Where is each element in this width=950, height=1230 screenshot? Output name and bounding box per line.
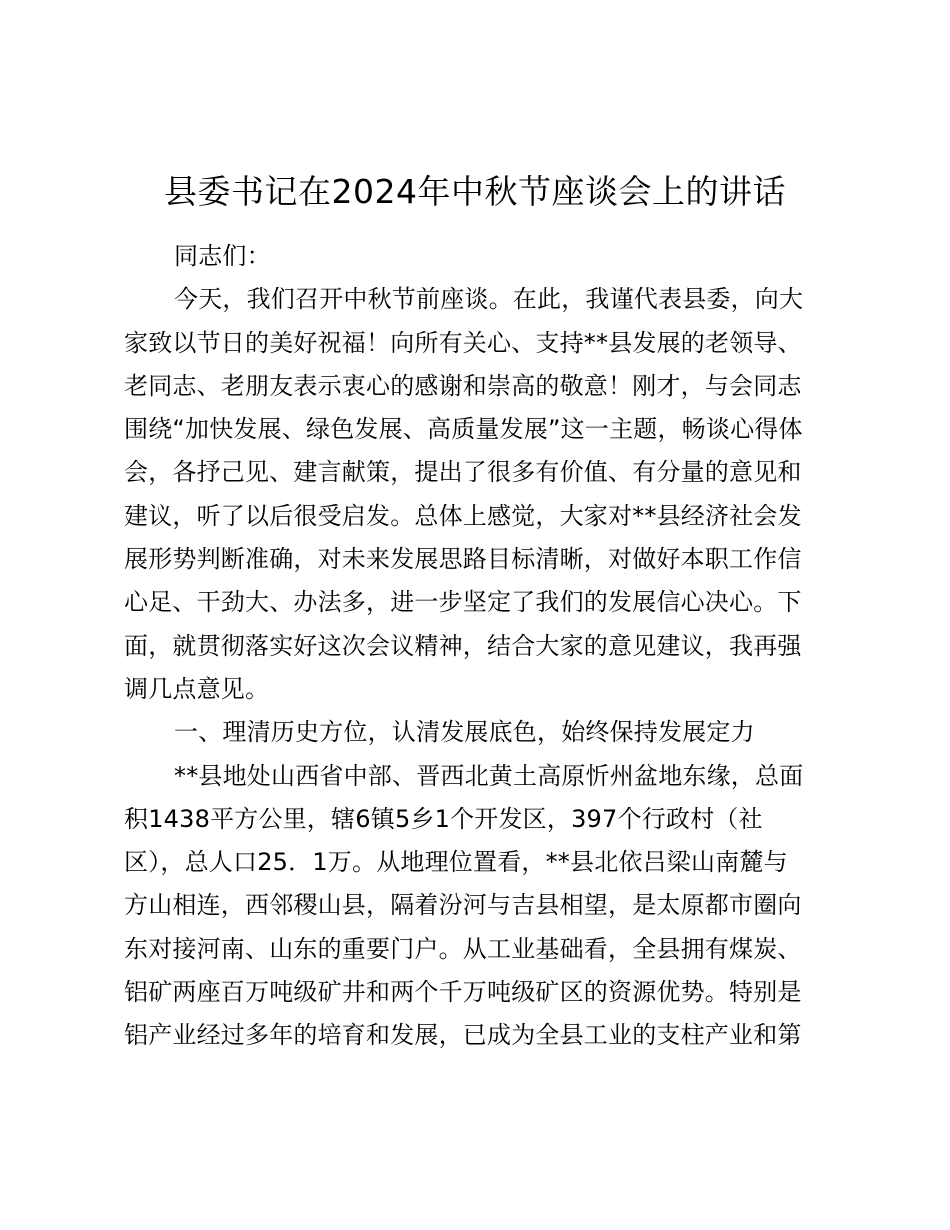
paragraph-line: 展形势判断准确，对未来发展思路目标清晰，对做好本职工作信 <box>124 545 802 574</box>
paragraph-line: 区），总人口25．1万。从地理位置看，**县北依吕梁山南麓与 <box>124 848 788 877</box>
paragraph-line: 家致以节日的美好祝福！向所有关心、支持**县发展的老领导、 <box>124 328 802 357</box>
paragraph-line: 老同志、老朋友表示衷心的感谢和崇高的敬意！刚才，与会同志 <box>124 371 802 400</box>
paragraph-line: 铝产业经过多年的培育和发展，已成为全县工业的支柱产业和第 <box>124 1021 802 1050</box>
paragraph-line: 方山相连，西邻稷山县，隔着汾河与吉县相望，是太原都市圈向 <box>124 891 802 920</box>
paragraph-line: 铝矿两座百万吨级矿井和两个千万吨级矿区的资源优势。特别是 <box>124 978 802 1007</box>
paragraph-line: **县地处山西省中部、晋西北黄土高原忻州盆地东缘，总面 <box>174 761 804 790</box>
paragraph-line: 东对接河南、山东的重要门户。从工业基础看，全县拥有煤炭、 <box>124 934 802 963</box>
document-title: 县委书记在2024年中秋节座谈会上的讲话 <box>164 172 786 211</box>
paragraph-line: 围绕“加快发展、绿色发展、高质量发展”这一主题，畅谈心得体 <box>124 415 803 444</box>
document-body <box>124 235 828 1058</box>
salutation-line: 同志们： <box>174 242 271 270</box>
section-heading: 一、理清历史方位，认清发展底色，始终保持发展定力 <box>174 718 755 747</box>
paragraph-line: 心足、干劲大、办法多，进一步坚定了我们的发展信心决心。下 <box>124 588 802 617</box>
paragraph-line: 积1438平方公里，辖6镇5乡1个开发区，397个行政村（社 <box>124 804 763 833</box>
paragraph-line: 建议，听了以后很受启发。总体上感觉，大家对**县经济社会发 <box>124 501 802 530</box>
paragraph-line: 面，就贯彻落实好这次会议精神，结合大家的意见建议，我再强 <box>124 631 802 660</box>
paragraph-line: 调几点意见。 <box>124 674 270 703</box>
paragraph-line: 会，各抒己见、建言献策，提出了很多有价值、有分量的意见和 <box>124 458 802 487</box>
paragraph-line: 今天，我们召开中秋节前座谈。在此，我谨代表县委，向大 <box>174 285 804 314</box>
